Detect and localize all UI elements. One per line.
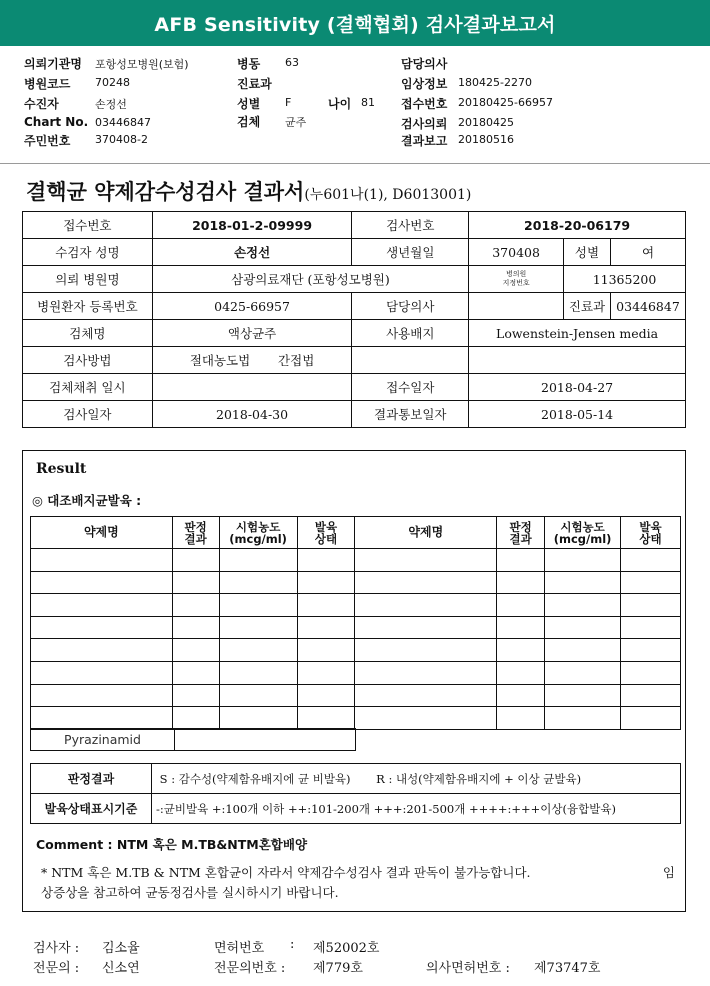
method-indirect: 간접법 (278, 353, 315, 368)
dept-label: 진료과 (237, 77, 272, 91)
sex-label: 성별 (237, 97, 261, 111)
method-empty-2 (469, 347, 686, 374)
reg-no-value: 0425-66957 (152, 293, 352, 320)
table-cell (297, 571, 355, 594)
table-row (31, 684, 681, 707)
table-cell (31, 639, 173, 662)
table-cell (497, 549, 545, 572)
designated-label-line1: 병의원 (505, 270, 527, 278)
table-row (31, 571, 681, 594)
report-date-value: 20180516 (458, 133, 514, 146)
table-cell (31, 594, 173, 617)
judgement-label: 판정결과 (31, 764, 152, 794)
table-cell (497, 684, 545, 707)
table-cell (31, 661, 173, 684)
receipt-no-label: 접수번호 (23, 212, 153, 239)
result-title: Result (36, 461, 87, 477)
table-cell (545, 661, 621, 684)
col-conc-left (219, 517, 297, 549)
table-cell (219, 639, 297, 662)
table-cell (355, 549, 497, 572)
col-conc-right (545, 517, 621, 549)
table-cell (31, 616, 173, 639)
license-label: 면허번호 (214, 941, 265, 956)
collect-label: 검체채취 일시 (23, 374, 153, 401)
table-cell (497, 661, 545, 684)
col-conc-right-2: (mcg/ml) (553, 531, 612, 546)
report-title (26, 176, 471, 206)
resident-label: 주민번호 (24, 134, 71, 148)
patient-label: 수진자 (24, 97, 59, 111)
report-title-code: (누601나(1), D6013001) (304, 187, 472, 203)
tested-label: 검사일자 (23, 401, 153, 428)
specialist-no: 제779호 (313, 961, 363, 976)
method-label: 검사방법 (23, 347, 153, 374)
col-judge-right (497, 517, 545, 549)
growth-criteria-value: -:균비발육 +:100개 이하 ++:101-200개 +++:201-500개 ++++:+++이상(융합발육) (152, 794, 681, 824)
table-cell (172, 661, 219, 684)
table-cell (219, 684, 297, 707)
notify-label: 결과통보일자 (352, 401, 469, 428)
ward-label: 병동 (237, 57, 261, 71)
comment-note-line1: * NTM 혹은 M.TB & NTM 혼합균이 자라서 약제감수성검사 결과 판독이 불가능합니다. (41, 865, 531, 880)
table-cell (31, 684, 173, 707)
table-cell (297, 684, 355, 707)
table-cell (219, 571, 297, 594)
table-row (31, 594, 681, 617)
table-cell (497, 571, 545, 594)
table-cell (545, 571, 621, 594)
designated-no-label (469, 266, 564, 293)
table-cell (31, 571, 173, 594)
table-cell (545, 549, 621, 572)
result-section (22, 450, 686, 912)
method-value (152, 347, 352, 374)
specimen-name-label: 검체명 (23, 320, 153, 347)
table-cell (621, 684, 681, 707)
table-cell (621, 661, 681, 684)
doctor-cell-value (469, 293, 564, 320)
table-cell (297, 707, 355, 730)
col-growth-left (297, 517, 355, 549)
table-cell (621, 571, 681, 594)
table-cell (355, 639, 497, 662)
license-separator: : (290, 937, 295, 952)
institution-value: 포항성모병원(보험) (95, 58, 189, 71)
table-cell (297, 594, 355, 617)
received-label: 접수일자 (352, 374, 469, 401)
table-cell (31, 549, 173, 572)
hospital-value: 삼광의료재단 (포항성모병원) (152, 266, 468, 293)
age-label: 나이 (328, 97, 352, 111)
table-cell (621, 639, 681, 662)
pyrazinamide-row (30, 728, 356, 751)
table-cell (172, 639, 219, 662)
col-judge-right-2: 결과 (509, 531, 532, 546)
sex-value: F (285, 96, 292, 109)
specialist-no-label: 전문의번호 : (214, 961, 286, 976)
table-cell (172, 684, 219, 707)
table-cell (355, 571, 497, 594)
table-row (31, 707, 681, 730)
comment-note-line1-tail: 임 (662, 865, 675, 880)
collect-value (152, 374, 352, 401)
table-cell (172, 616, 219, 639)
table-cell (497, 594, 545, 617)
request-value: 20180425 (458, 116, 514, 129)
designated-label-line2: 지정번호 (502, 279, 530, 287)
table-cell (621, 707, 681, 730)
comment-note (41, 863, 675, 903)
report-banner (0, 0, 710, 46)
institution-label: 의뢰기관명 (24, 57, 82, 71)
receipt-no-value: 2018-01-2-09999 (152, 212, 352, 239)
drug-result-table (30, 516, 681, 730)
table-cell (355, 661, 497, 684)
table-cell (172, 571, 219, 594)
judgement-values (152, 764, 681, 794)
table-cell (355, 594, 497, 617)
sex-cell-label: 성별 (564, 239, 611, 266)
table-cell (219, 661, 297, 684)
table-cell (355, 707, 497, 730)
table-cell (355, 684, 497, 707)
banner-title: AFB Sensitivity (결핵협회) 검사결과보고서 (154, 13, 556, 36)
doctor-label: 담당의사 (401, 57, 448, 71)
designated-no-value: 11365200 (564, 266, 686, 293)
doctor-cell-label: 담당의사 (352, 293, 469, 320)
clinical-value: 180425-2270 (458, 76, 532, 89)
examiner-label: 검사자 : (33, 941, 80, 956)
dept-cell-label: 진료과 (564, 293, 611, 320)
table-cell (621, 549, 681, 572)
table-cell (297, 549, 355, 572)
report-date-label: 결과보고 (401, 134, 448, 148)
medium-label: 사용배지 (352, 320, 469, 347)
sex-cell-value: 여 (610, 239, 685, 266)
reg-no-label: 병원환자 등록번호 (23, 293, 153, 320)
hospital-label: 의뢰 병원명 (23, 266, 153, 293)
age-value: 81 (361, 96, 375, 109)
birth-value: 370408 (469, 239, 564, 266)
table-cell (621, 594, 681, 617)
patient-name-value: 손정선 (152, 239, 352, 266)
judgement-s: S : 감수성(약제함유배지에 균 비발육) (159, 771, 351, 786)
specialist-name: 신소연 (102, 961, 140, 976)
table-cell (545, 639, 621, 662)
tested-value: 2018-04-30 (152, 401, 352, 428)
table-cell (297, 616, 355, 639)
receipt-label: 접수번호 (401, 97, 448, 111)
method-absolute: 절대농도법 (189, 353, 251, 368)
ward-value: 63 (285, 56, 299, 69)
receipt-value: 20180425-66957 (458, 96, 553, 109)
received-value: 2018-04-27 (469, 374, 686, 401)
table-cell (545, 684, 621, 707)
notify-value: 2018-05-14 (469, 401, 686, 428)
resident-value: 370408-2 (95, 133, 148, 146)
col-conc-right-1: 시험농도 (560, 519, 605, 534)
col-judge-left-2: 결과 (184, 531, 207, 546)
table-cell (219, 707, 297, 730)
table-cell (172, 549, 219, 572)
table-cell (219, 616, 297, 639)
col-judge-left (172, 517, 219, 549)
col-growth-left-1: 발육 (314, 519, 338, 534)
chart-value: 03446847 (95, 116, 151, 129)
table-cell (545, 616, 621, 639)
table-cell (497, 616, 545, 639)
table-row (31, 549, 681, 572)
specimen-name-value: 액상균주 (152, 320, 352, 347)
col-judge-right-1: 판정 (509, 519, 532, 534)
patient-name-label: 수검자 성명 (23, 239, 153, 266)
table-cell (219, 549, 297, 572)
doctor-license-label: 의사면허번호 : (426, 961, 510, 976)
patient-info-table (22, 211, 686, 428)
table-row (31, 616, 681, 639)
table-cell (545, 594, 621, 617)
table-cell (172, 594, 219, 617)
specialist-label: 전문의 : (33, 961, 80, 976)
hospital-code-value: 70248 (95, 76, 130, 89)
col-growth-right (621, 517, 681, 549)
specimen-value: 균주 (285, 116, 307, 129)
test-no-label: 검사번호 (352, 212, 469, 239)
patient-value: 손정선 (95, 98, 127, 111)
control-growth-label: ◎ 대조배지균발육 : (32, 493, 142, 508)
medium-value: Lowenstein-Jensen media (469, 320, 686, 347)
examiner-name: 김소율 (102, 941, 140, 956)
report-title-main: 결핵균 약제감수성검사 결과서 (26, 179, 305, 204)
col-growth-right-2: 상태 (639, 531, 662, 546)
table-row (31, 639, 681, 662)
table-cell (297, 639, 355, 662)
col-judge-left-1: 판정 (184, 519, 207, 534)
chart-label: Chart No. (24, 115, 89, 129)
test-no-value: 2018-20-06179 (469, 212, 686, 239)
pyrazinamide-label: Pyrazinamid (31, 729, 175, 750)
col-drug-left: 약제명 (31, 517, 173, 549)
col-growth-right-1: 발육 (639, 519, 662, 534)
table-cell (621, 616, 681, 639)
table-cell (497, 639, 545, 662)
judgement-r: R : 내성(약제함유배지에 + 이상 균발육) (376, 771, 582, 786)
table-cell (219, 594, 297, 617)
license-number: 제52002호 (313, 941, 380, 956)
request-label: 검사의뢰 (401, 117, 448, 131)
hospital-code-label: 병원코드 (24, 77, 71, 91)
table-cell (497, 707, 545, 730)
judgement-table (30, 763, 681, 824)
table-cell (355, 616, 497, 639)
col-drug-right: 약제명 (355, 517, 497, 549)
doctor-license-number: 제73747호 (534, 961, 601, 976)
table-row (31, 661, 681, 684)
comment-note-line2: 상증상을 참고하여 균동정검사를 실시하시기 바랍니다. (41, 885, 339, 900)
dept-cell-value: 03446847 (610, 293, 685, 320)
comment-label: Comment : NTM 혹은 M.TB&NTM혼합배양 (36, 837, 308, 852)
table-cell (545, 707, 621, 730)
table-cell (297, 661, 355, 684)
request-info-block (0, 48, 710, 164)
col-conc-left-1: 시험농도 (235, 519, 281, 534)
table-cell (31, 707, 173, 730)
clinical-label: 임상정보 (401, 77, 448, 91)
method-empty-1 (352, 347, 469, 374)
specimen-label: 검체 (237, 115, 261, 129)
table-cell (172, 707, 219, 730)
growth-criteria-label: 발육상태표시기준 (31, 794, 152, 824)
col-conc-left-2: (mcg/ml) (229, 531, 287, 546)
col-growth-left-2: 상태 (314, 531, 338, 546)
birth-label: 생년월일 (352, 239, 469, 266)
